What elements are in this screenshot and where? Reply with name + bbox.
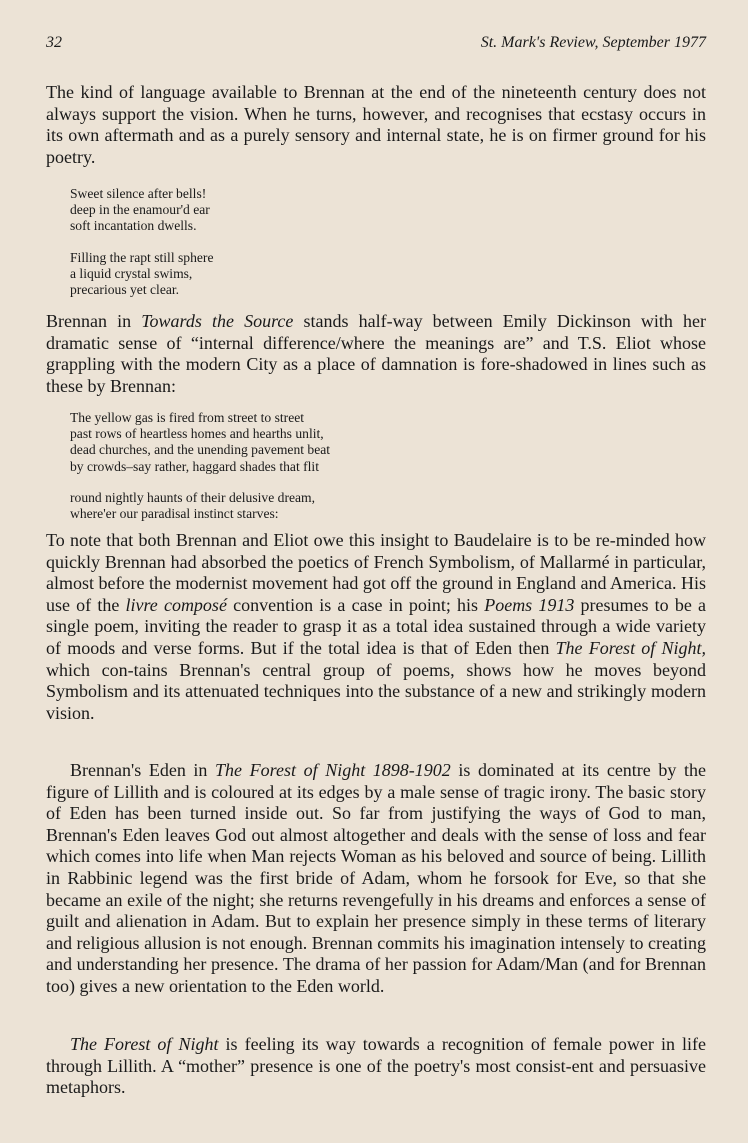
- paragraph-4-text-b: is dominated at its centre by the figure of Lillith and is coloured at its edges by a male sense of tragic irony. The basic story of Eden has been turned inside out. So far from justifying the ways of God to man, Brennan's Eden leaves God out almost altogether and deals with the sense of loss and fear which comes into life when Man rejects Woman as his beloved and source of being. Lillith in Rabbinic legend was the first bride of Adam, whom he forsook for Eve, so that she became an exile of the night; she returns revengefully in his dreams and enforces a sense of guilt and alienation in Adam. But to explain her presence simply in these terms of literary and religious allusion is not enough. Brennan commits his imagination intensely to creating and understanding her presence. The drama of her passion for Adam/Man (and for Brennan too) gives a new orientation to the Eden world.: [46, 760, 707, 996]
- verse-line: precarious yet clear.: [70, 282, 180, 298]
- journal-title: St. Mark's Review, September 1977: [480, 34, 706, 51]
- verse-2-stanza-1: [70, 410, 670, 475]
- paragraph-3-text-d: which con-tains Brennan's central group of poems, shows how he moves beyond Symbolism and its attenuated techniques into the substance of a new and strikingly modern vision.: [46, 659, 706, 723]
- paragraph-3-text-c: presumes to be a single poem, inviting the reader to grasp it as a total idea sustained through a wide variety of moods and verse forms. But if the total idea is that of Eden then: [46, 594, 706, 658]
- verse-line: a liquid crystal swims,: [70, 265, 193, 281]
- verse-quote-2: [70, 410, 670, 522]
- verse-line: The yellow gas is fired from street to street: [70, 410, 305, 425]
- paragraph-4-text-a: Brennan's Eden in: [70, 760, 216, 780]
- paragraph-2-text-a: Brennan in: [46, 311, 142, 331]
- paragraph-3-text-a: To note that both Brennan and Eliot owe this insight to Baudelaire is to be re-minded how quickly Brennan had absorbed the poetics of French Symbolism, of Mallarmé in particular, almost before the modernist movement had got off the ground in England and America. His use of the: [46, 530, 707, 615]
- paragraph-5-text-b: is feeling its way towards a recognition of female power in life through Lillith. A “mother” presence is one of the poetry's most consist-ent and persuasive metaphors.: [46, 1034, 706, 1098]
- paragraph-4: [46, 760, 706, 998]
- work-title: livre composé: [125, 594, 227, 615]
- verse-1-stanza-2: [70, 250, 670, 299]
- page-header: [46, 34, 706, 52]
- verse-line: round nightly haunts of their delusive dream,: [70, 489, 316, 505]
- verse-line: soft incantation dwells.: [70, 218, 197, 234]
- verse-line: dead churches, and the unending pavement beat: [70, 442, 331, 458]
- verse-line: deep in the enamour'd ear: [70, 202, 210, 218]
- work-title: The Forest of Night 1898-1902: [215, 760, 451, 780]
- paragraph-1-text: The kind of language available to Brennan at the end of the nineteenth century does not always support the vision. When he turns, however, and recognises that ecstasy occurs in its own aftermath and as a purely sensory and internal state, he is on firmer ground for his poetry.: [46, 82, 706, 167]
- verse-quote-1: [70, 186, 670, 298]
- paragraph-1: [46, 82, 706, 168]
- paragraph-3: [46, 530, 706, 724]
- paragraph-2: [46, 311, 706, 397]
- verse-line: past rows of heartless homes and hearths unlit,: [70, 426, 324, 442]
- verse-line: by crowds–say rather, haggard shades that flit: [70, 458, 319, 474]
- work-title: The Forest of Night: [70, 1034, 219, 1054]
- verse-1-stanza-1: [70, 186, 670, 235]
- verse-line: Sweet silence after bells!: [70, 186, 207, 201]
- work-title: Poems 1913: [484, 594, 575, 615]
- work-title: The Forest of Night,: [555, 637, 706, 658]
- verse-line: Filling the rapt still sphere: [70, 249, 214, 265]
- paragraph-5: [46, 1034, 706, 1099]
- work-title: Towards the Source: [141, 311, 294, 331]
- paragraph-2-text-b: stands half-way between Emily Dickinson with her dramatic sense of “internal difference/where the meanings are” and T.S. Eliot whose grappling with the modern City as a place of damnation is fore-shadowed in lines such as these by Brennan:: [46, 311, 707, 396]
- verse-2-stanza-2: [70, 490, 670, 522]
- verse-line: where'er our paradisal instinct starves:: [70, 506, 279, 522]
- paragraph-3-text-b: convention is a case in point; his: [226, 594, 485, 615]
- page-number: 32: [46, 34, 62, 51]
